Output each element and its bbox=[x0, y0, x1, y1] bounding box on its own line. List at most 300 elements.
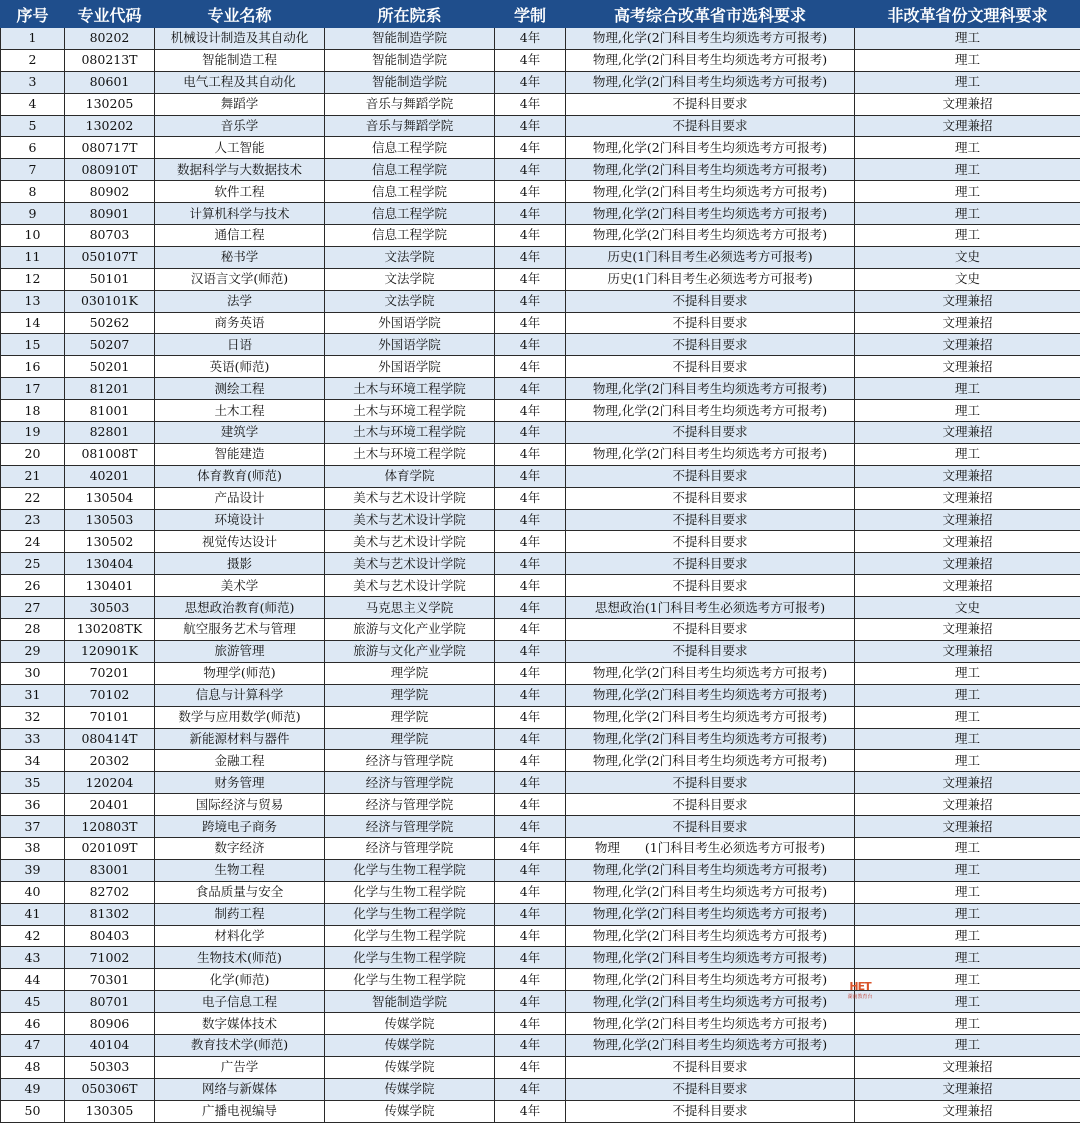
table-row bbox=[1, 225, 1080, 247]
cell-reform-requirement: 不提科目要求 bbox=[566, 531, 855, 553]
cell-duration: 4年 bbox=[495, 93, 566, 115]
cell-serial: 46 bbox=[1, 1013, 65, 1035]
cell-nonreform-requirement: 文理兼招 bbox=[855, 794, 1080, 816]
cell-major-code: 130404 bbox=[65, 553, 155, 575]
cell-serial: 48 bbox=[1, 1056, 65, 1078]
cell-major-name: 人工智能 bbox=[155, 137, 325, 159]
cell-serial: 20 bbox=[1, 443, 65, 465]
cell-nonreform-requirement: 文理兼招 bbox=[855, 487, 1080, 509]
cell-major-code: 81001 bbox=[65, 400, 155, 422]
cell-reform-requirement: 不提科目要求 bbox=[566, 509, 855, 531]
cell-serial: 39 bbox=[1, 859, 65, 881]
cell-duration: 4年 bbox=[495, 619, 566, 641]
cell-department: 智能制造学院 bbox=[325, 991, 495, 1013]
cell-department: 理学院 bbox=[325, 728, 495, 750]
cell-major-name: 电气工程及其自动化 bbox=[155, 71, 325, 93]
cell-department: 美术与艺术设计学院 bbox=[325, 509, 495, 531]
cell-major-code: 40201 bbox=[65, 465, 155, 487]
table-row bbox=[1, 1056, 1080, 1078]
table-row bbox=[1, 947, 1080, 969]
cell-major-name: 思想政治教育(师范) bbox=[155, 597, 325, 619]
cell-department: 外国语学院 bbox=[325, 356, 495, 378]
cell-duration: 4年 bbox=[495, 400, 566, 422]
cell-department: 智能制造学院 bbox=[325, 71, 495, 93]
table-row bbox=[1, 356, 1080, 378]
cell-duration: 4年 bbox=[495, 225, 566, 247]
cell-duration: 4年 bbox=[495, 794, 566, 816]
cell-major-name: 数字媒体技术 bbox=[155, 1013, 325, 1035]
cell-major-name: 摄影 bbox=[155, 553, 325, 575]
cell-serial: 24 bbox=[1, 531, 65, 553]
cell-department: 外国语学院 bbox=[325, 312, 495, 334]
cell-duration: 4年 bbox=[495, 28, 566, 50]
cell-major-name: 舞蹈学 bbox=[155, 93, 325, 115]
cell-serial: 29 bbox=[1, 640, 65, 662]
cell-nonreform-requirement: 理工 bbox=[855, 225, 1080, 247]
cell-serial: 26 bbox=[1, 575, 65, 597]
cell-major-name: 财务管理 bbox=[155, 772, 325, 794]
cell-duration: 4年 bbox=[495, 597, 566, 619]
cell-department: 音乐与舞蹈学院 bbox=[325, 93, 495, 115]
cell-department: 文法学院 bbox=[325, 268, 495, 290]
cell-major-name: 生物工程 bbox=[155, 859, 325, 881]
table-row bbox=[1, 728, 1080, 750]
header-duration: 学制 bbox=[495, 1, 566, 28]
cell-major-code: 080910T bbox=[65, 159, 155, 181]
cell-major-code: 120901K bbox=[65, 640, 155, 662]
cell-major-name: 智能制造工程 bbox=[155, 49, 325, 71]
cell-major-name: 建筑学 bbox=[155, 422, 325, 444]
cell-major-code: 70301 bbox=[65, 969, 155, 991]
cell-major-code: 030101K bbox=[65, 290, 155, 312]
cell-serial: 40 bbox=[1, 881, 65, 903]
cell-duration: 4年 bbox=[495, 159, 566, 181]
cell-reform-requirement: 不提科目要求 bbox=[566, 115, 855, 137]
cell-reform-requirement: 不提科目要求 bbox=[566, 816, 855, 838]
table-row bbox=[1, 772, 1080, 794]
cell-reform-requirement: 物理,化学(2门科目考生均须选考方可报考) bbox=[566, 71, 855, 93]
cell-serial: 28 bbox=[1, 619, 65, 641]
cell-major-name: 日语 bbox=[155, 334, 325, 356]
table-row bbox=[1, 750, 1080, 772]
cell-reform-requirement: 物理,化学(2门科目考生均须选考方可报考) bbox=[566, 203, 855, 225]
cell-nonreform-requirement: 文理兼招 bbox=[855, 290, 1080, 312]
cell-nonreform-requirement: 理工 bbox=[855, 903, 1080, 925]
cell-duration: 4年 bbox=[495, 312, 566, 334]
cell-duration: 4年 bbox=[495, 859, 566, 881]
cell-major-name: 通信工程 bbox=[155, 225, 325, 247]
cell-duration: 4年 bbox=[495, 181, 566, 203]
table-row bbox=[1, 28, 1080, 50]
header-department: 所在院系 bbox=[325, 1, 495, 28]
cell-major-code: 80601 bbox=[65, 71, 155, 93]
cell-department: 外国语学院 bbox=[325, 334, 495, 356]
cell-major-name: 数学与应用数学(师范) bbox=[155, 706, 325, 728]
cell-duration: 4年 bbox=[495, 71, 566, 93]
cell-department: 美术与艺术设计学院 bbox=[325, 531, 495, 553]
cell-department: 传媒学院 bbox=[325, 1078, 495, 1100]
cell-nonreform-requirement: 理工 bbox=[855, 706, 1080, 728]
cell-major-name: 汉语言文学(师范) bbox=[155, 268, 325, 290]
table-row bbox=[1, 246, 1080, 268]
cell-serial: 38 bbox=[1, 837, 65, 859]
cell-reform-requirement: 不提科目要求 bbox=[566, 575, 855, 597]
cell-major-code: 130504 bbox=[65, 487, 155, 509]
cell-major-code: 130502 bbox=[65, 531, 155, 553]
cell-major-name: 商务英语 bbox=[155, 312, 325, 334]
table-row bbox=[1, 662, 1080, 684]
table-row bbox=[1, 903, 1080, 925]
cell-major-code: 70201 bbox=[65, 662, 155, 684]
cell-major-code: 80703 bbox=[65, 225, 155, 247]
cell-serial: 8 bbox=[1, 181, 65, 203]
cell-major-name: 法学 bbox=[155, 290, 325, 312]
cell-duration: 4年 bbox=[495, 422, 566, 444]
cell-major-code: 81302 bbox=[65, 903, 155, 925]
cell-reform-requirement: 物理,化学(2门科目考生均须选考方可报考) bbox=[566, 991, 855, 1013]
table-row bbox=[1, 334, 1080, 356]
table-row bbox=[1, 378, 1080, 400]
cell-department: 土木与环境工程学院 bbox=[325, 422, 495, 444]
cell-nonreform-requirement: 理工 bbox=[855, 400, 1080, 422]
cell-reform-requirement: 物理,化学(2门科目考生均须选考方可报考) bbox=[566, 49, 855, 71]
table-row bbox=[1, 925, 1080, 947]
cell-nonreform-requirement: 文理兼招 bbox=[855, 772, 1080, 794]
cell-serial: 3 bbox=[1, 71, 65, 93]
cell-department: 信息工程学院 bbox=[325, 203, 495, 225]
cell-nonreform-requirement: 文理兼招 bbox=[855, 93, 1080, 115]
cell-serial: 10 bbox=[1, 225, 65, 247]
cell-serial: 14 bbox=[1, 312, 65, 334]
cell-nonreform-requirement: 理工 bbox=[855, 181, 1080, 203]
cell-reform-requirement: 不提科目要求 bbox=[566, 356, 855, 378]
cell-major-code: 70101 bbox=[65, 706, 155, 728]
cell-duration: 4年 bbox=[495, 947, 566, 969]
cell-department: 化学与生物工程学院 bbox=[325, 969, 495, 991]
cell-major-code: 050306T bbox=[65, 1078, 155, 1100]
cell-major-code: 130205 bbox=[65, 93, 155, 115]
cell-duration: 4年 bbox=[495, 706, 566, 728]
cell-major-name: 国际经济与贸易 bbox=[155, 794, 325, 816]
cell-nonreform-requirement: 文理兼招 bbox=[855, 1078, 1080, 1100]
table-row bbox=[1, 816, 1080, 838]
cell-major-name: 材料化学 bbox=[155, 925, 325, 947]
cell-serial: 49 bbox=[1, 1078, 65, 1100]
cell-nonreform-requirement: 文史 bbox=[855, 246, 1080, 268]
cell-serial: 30 bbox=[1, 662, 65, 684]
cell-reform-requirement: 物理,化学(2门科目考生均须选考方可报考) bbox=[566, 181, 855, 203]
cell-serial: 17 bbox=[1, 378, 65, 400]
table-row bbox=[1, 443, 1080, 465]
cell-serial: 4 bbox=[1, 93, 65, 115]
cell-major-name: 生物技术(师范) bbox=[155, 947, 325, 969]
cell-department: 理学院 bbox=[325, 706, 495, 728]
cell-reform-requirement: 不提科目要求 bbox=[566, 93, 855, 115]
cell-major-name: 网络与新媒体 bbox=[155, 1078, 325, 1100]
cell-duration: 4年 bbox=[495, 137, 566, 159]
cell-nonreform-requirement: 文理兼招 bbox=[855, 1056, 1080, 1078]
cell-serial: 9 bbox=[1, 203, 65, 225]
cell-duration: 4年 bbox=[495, 531, 566, 553]
cell-duration: 4年 bbox=[495, 750, 566, 772]
cell-major-code: 130401 bbox=[65, 575, 155, 597]
cell-duration: 4年 bbox=[495, 1100, 566, 1122]
cell-nonreform-requirement: 理工 bbox=[855, 728, 1080, 750]
cell-nonreform-requirement: 文史 bbox=[855, 268, 1080, 290]
cell-serial: 2 bbox=[1, 49, 65, 71]
cell-reform-requirement: 物理,化学(2门科目考生均须选考方可报考) bbox=[566, 28, 855, 50]
cell-nonreform-requirement: 理工 bbox=[855, 1034, 1080, 1056]
cell-serial: 47 bbox=[1, 1034, 65, 1056]
cell-duration: 4年 bbox=[495, 903, 566, 925]
cell-nonreform-requirement: 文理兼招 bbox=[855, 509, 1080, 531]
cell-department: 体育学院 bbox=[325, 465, 495, 487]
cell-major-code: 80701 bbox=[65, 991, 155, 1013]
table-row bbox=[1, 181, 1080, 203]
cell-reform-requirement: 物理,化学(2门科目考生均须选考方可报考) bbox=[566, 728, 855, 750]
cell-duration: 4年 bbox=[495, 772, 566, 794]
table-row bbox=[1, 93, 1080, 115]
cell-serial: 23 bbox=[1, 509, 65, 531]
cell-major-code: 050107T bbox=[65, 246, 155, 268]
table-row bbox=[1, 575, 1080, 597]
cell-major-code: 20401 bbox=[65, 794, 155, 816]
table-row bbox=[1, 1078, 1080, 1100]
cell-department: 经济与管理学院 bbox=[325, 750, 495, 772]
cell-reform-requirement: 物理,化学(2门科目考生均须选考方可报考) bbox=[566, 400, 855, 422]
cell-nonreform-requirement: 文理兼招 bbox=[855, 553, 1080, 575]
table-row bbox=[1, 531, 1080, 553]
header-reform-requirement: 高考综合改革省市选科要求 bbox=[566, 1, 855, 28]
cell-duration: 4年 bbox=[495, 334, 566, 356]
cell-duration: 4年 bbox=[495, 991, 566, 1013]
cell-department: 智能制造学院 bbox=[325, 28, 495, 50]
cell-major-code: 82702 bbox=[65, 881, 155, 903]
cell-nonreform-requirement: 文理兼招 bbox=[855, 575, 1080, 597]
cell-duration: 4年 bbox=[495, 378, 566, 400]
cell-serial: 31 bbox=[1, 684, 65, 706]
table-row bbox=[1, 794, 1080, 816]
cell-major-code: 83001 bbox=[65, 859, 155, 881]
cell-reform-requirement: 不提科目要求 bbox=[566, 1078, 855, 1100]
cell-reform-requirement: 物理,化学(2门科目考生均须选考方可报考) bbox=[566, 706, 855, 728]
cell-major-code: 130208TK bbox=[65, 619, 155, 641]
cell-major-name: 机械设计制造及其自动化 bbox=[155, 28, 325, 50]
cell-serial: 36 bbox=[1, 794, 65, 816]
cell-major-code: 70102 bbox=[65, 684, 155, 706]
cell-major-name: 视觉传达设计 bbox=[155, 531, 325, 553]
table-row bbox=[1, 159, 1080, 181]
cell-serial: 13 bbox=[1, 290, 65, 312]
cell-department: 经济与管理学院 bbox=[325, 816, 495, 838]
header-major-code: 专业代码 bbox=[65, 1, 155, 28]
table-row bbox=[1, 487, 1080, 509]
cell-department: 土木与环境工程学院 bbox=[325, 443, 495, 465]
cell-duration: 4年 bbox=[495, 203, 566, 225]
cell-major-name: 体育教育(师范) bbox=[155, 465, 325, 487]
cell-reform-requirement: 不提科目要求 bbox=[566, 334, 855, 356]
cell-major-code: 71002 bbox=[65, 947, 155, 969]
cell-duration: 4年 bbox=[495, 115, 566, 137]
cell-department: 化学与生物工程学院 bbox=[325, 925, 495, 947]
watermark-caption: 湖南教育台 bbox=[847, 994, 873, 1000]
cell-duration: 4年 bbox=[495, 1034, 566, 1056]
cell-serial: 1 bbox=[1, 28, 65, 50]
cell-major-name: 土木工程 bbox=[155, 400, 325, 422]
cell-major-code: 30503 bbox=[65, 597, 155, 619]
cell-duration: 4年 bbox=[495, 640, 566, 662]
cell-serial: 43 bbox=[1, 947, 65, 969]
cell-major-code: 40104 bbox=[65, 1034, 155, 1056]
cell-department: 化学与生物工程学院 bbox=[325, 859, 495, 881]
table-row bbox=[1, 619, 1080, 641]
cell-reform-requirement: 物理,化学(2门科目考生均须选考方可报考) bbox=[566, 137, 855, 159]
cell-department: 经济与管理学院 bbox=[325, 772, 495, 794]
cell-major-code: 080414T bbox=[65, 728, 155, 750]
cell-duration: 4年 bbox=[495, 553, 566, 575]
cell-major-code: 20302 bbox=[65, 750, 155, 772]
cell-duration: 4年 bbox=[495, 1078, 566, 1100]
table-row bbox=[1, 1013, 1080, 1035]
cell-serial: 12 bbox=[1, 268, 65, 290]
cell-reform-requirement: 不提科目要求 bbox=[566, 1100, 855, 1122]
table-row bbox=[1, 312, 1080, 334]
cell-major-name: 数据科学与大数据技术 bbox=[155, 159, 325, 181]
cell-nonreform-requirement: 理工 bbox=[855, 203, 1080, 225]
cell-major-name: 软件工程 bbox=[155, 181, 325, 203]
table-row bbox=[1, 553, 1080, 575]
cell-major-code: 080213T bbox=[65, 49, 155, 71]
cell-duration: 4年 bbox=[495, 816, 566, 838]
cell-department: 经济与管理学院 bbox=[325, 794, 495, 816]
cell-department: 理学院 bbox=[325, 684, 495, 706]
cell-major-name: 化学(师范) bbox=[155, 969, 325, 991]
cell-reform-requirement: 不提科目要求 bbox=[566, 1056, 855, 1078]
cell-nonreform-requirement: 文理兼招 bbox=[855, 465, 1080, 487]
cell-serial: 18 bbox=[1, 400, 65, 422]
cell-department: 经济与管理学院 bbox=[325, 837, 495, 859]
cell-nonreform-requirement: 文理兼招 bbox=[855, 115, 1080, 137]
cell-department: 传媒学院 bbox=[325, 1056, 495, 1078]
header-major-name: 专业名称 bbox=[155, 1, 325, 28]
table-row bbox=[1, 1034, 1080, 1056]
cell-major-code: 50207 bbox=[65, 334, 155, 356]
cell-serial: 34 bbox=[1, 750, 65, 772]
cell-major-code: 130202 bbox=[65, 115, 155, 137]
cell-nonreform-requirement: 理工 bbox=[855, 925, 1080, 947]
cell-nonreform-requirement: 理工 bbox=[855, 991, 1080, 1013]
cell-reform-requirement: 物理,化学(2门科目考生均须选考方可报考) bbox=[566, 969, 855, 991]
cell-nonreform-requirement: 文理兼招 bbox=[855, 531, 1080, 553]
cell-serial: 27 bbox=[1, 597, 65, 619]
cell-nonreform-requirement: 文理兼招 bbox=[855, 334, 1080, 356]
cell-nonreform-requirement: 文理兼招 bbox=[855, 312, 1080, 334]
cell-serial: 19 bbox=[1, 422, 65, 444]
cell-major-code: 80902 bbox=[65, 181, 155, 203]
cell-major-code: 081008T bbox=[65, 443, 155, 465]
cell-duration: 4年 bbox=[495, 246, 566, 268]
cell-major-code: 120204 bbox=[65, 772, 155, 794]
cell-reform-requirement: 物理,化学(2门科目考生均须选考方可报考) bbox=[566, 1034, 855, 1056]
table-row bbox=[1, 509, 1080, 531]
cell-department: 智能制造学院 bbox=[325, 49, 495, 71]
cell-nonreform-requirement: 文理兼招 bbox=[855, 640, 1080, 662]
watermark-mark: HET bbox=[849, 980, 871, 993]
cell-major-code: 50262 bbox=[65, 312, 155, 334]
cell-nonreform-requirement: 理工 bbox=[855, 49, 1080, 71]
cell-serial: 33 bbox=[1, 728, 65, 750]
cell-reform-requirement: 物理,化学(2门科目考生均须选考方可报考) bbox=[566, 443, 855, 465]
table-row bbox=[1, 290, 1080, 312]
cell-major-name: 制药工程 bbox=[155, 903, 325, 925]
cell-department: 土木与环境工程学院 bbox=[325, 400, 495, 422]
cell-department: 化学与生物工程学院 bbox=[325, 881, 495, 903]
cell-department: 化学与生物工程学院 bbox=[325, 903, 495, 925]
cell-major-name: 广播电视编导 bbox=[155, 1100, 325, 1122]
cell-reform-requirement: 物理,化学(2门科目考生均须选考方可报考) bbox=[566, 947, 855, 969]
cell-department: 信息工程学院 bbox=[325, 225, 495, 247]
cell-department: 美术与艺术设计学院 bbox=[325, 487, 495, 509]
cell-major-code: 50101 bbox=[65, 268, 155, 290]
cell-serial: 45 bbox=[1, 991, 65, 1013]
table-body bbox=[1, 28, 1080, 1123]
table-row bbox=[1, 465, 1080, 487]
cell-major-name: 英语(师范) bbox=[155, 356, 325, 378]
cell-major-name: 信息与计算科学 bbox=[155, 684, 325, 706]
cell-duration: 4年 bbox=[495, 925, 566, 947]
cell-major-code: 80202 bbox=[65, 28, 155, 50]
header-row bbox=[1, 1, 1080, 28]
cell-serial: 7 bbox=[1, 159, 65, 181]
cell-duration: 4年 bbox=[495, 881, 566, 903]
cell-nonreform-requirement: 理工 bbox=[855, 137, 1080, 159]
cell-major-name: 数字经济 bbox=[155, 837, 325, 859]
cell-serial: 21 bbox=[1, 465, 65, 487]
cell-serial: 37 bbox=[1, 816, 65, 838]
cell-nonreform-requirement: 理工 bbox=[855, 947, 1080, 969]
cell-reform-requirement: 物理,化学(2门科目考生均须选考方可报考) bbox=[566, 225, 855, 247]
cell-reform-requirement: 不提科目要求 bbox=[566, 487, 855, 509]
cell-serial: 44 bbox=[1, 969, 65, 991]
cell-reform-requirement: 不提科目要求 bbox=[566, 553, 855, 575]
cell-nonreform-requirement: 理工 bbox=[855, 159, 1080, 181]
cell-major-name: 测绘工程 bbox=[155, 378, 325, 400]
cell-duration: 4年 bbox=[495, 837, 566, 859]
cell-major-name: 跨境电子商务 bbox=[155, 816, 325, 838]
cell-reform-requirement: 物理,化学(2门科目考生均须选考方可报考) bbox=[566, 925, 855, 947]
table-row bbox=[1, 684, 1080, 706]
cell-duration: 4年 bbox=[495, 465, 566, 487]
cell-major-name: 教育技术学(师范) bbox=[155, 1034, 325, 1056]
cell-reform-requirement: 不提科目要求 bbox=[566, 772, 855, 794]
cell-major-code: 50201 bbox=[65, 356, 155, 378]
cell-nonreform-requirement: 文理兼招 bbox=[855, 619, 1080, 641]
cell-nonreform-requirement: 文理兼招 bbox=[855, 816, 1080, 838]
cell-reform-requirement: 不提科目要求 bbox=[566, 312, 855, 334]
cell-major-code: 130305 bbox=[65, 1100, 155, 1122]
cell-reform-requirement: 历史(1门科目考生必须选考方可报考) bbox=[566, 246, 855, 268]
cell-reform-requirement: 物理,化学(2门科目考生均须选考方可报考) bbox=[566, 859, 855, 881]
cell-duration: 4年 bbox=[495, 356, 566, 378]
cell-nonreform-requirement: 理工 bbox=[855, 859, 1080, 881]
cell-reform-requirement: 不提科目要求 bbox=[566, 422, 855, 444]
cell-reform-requirement: 物理,化学(2门科目考生均须选考方可报考) bbox=[566, 1013, 855, 1035]
cell-serial: 16 bbox=[1, 356, 65, 378]
cell-nonreform-requirement: 理工 bbox=[855, 378, 1080, 400]
cell-major-code: 82801 bbox=[65, 422, 155, 444]
cell-serial: 15 bbox=[1, 334, 65, 356]
cell-major-code: 020109T bbox=[65, 837, 155, 859]
